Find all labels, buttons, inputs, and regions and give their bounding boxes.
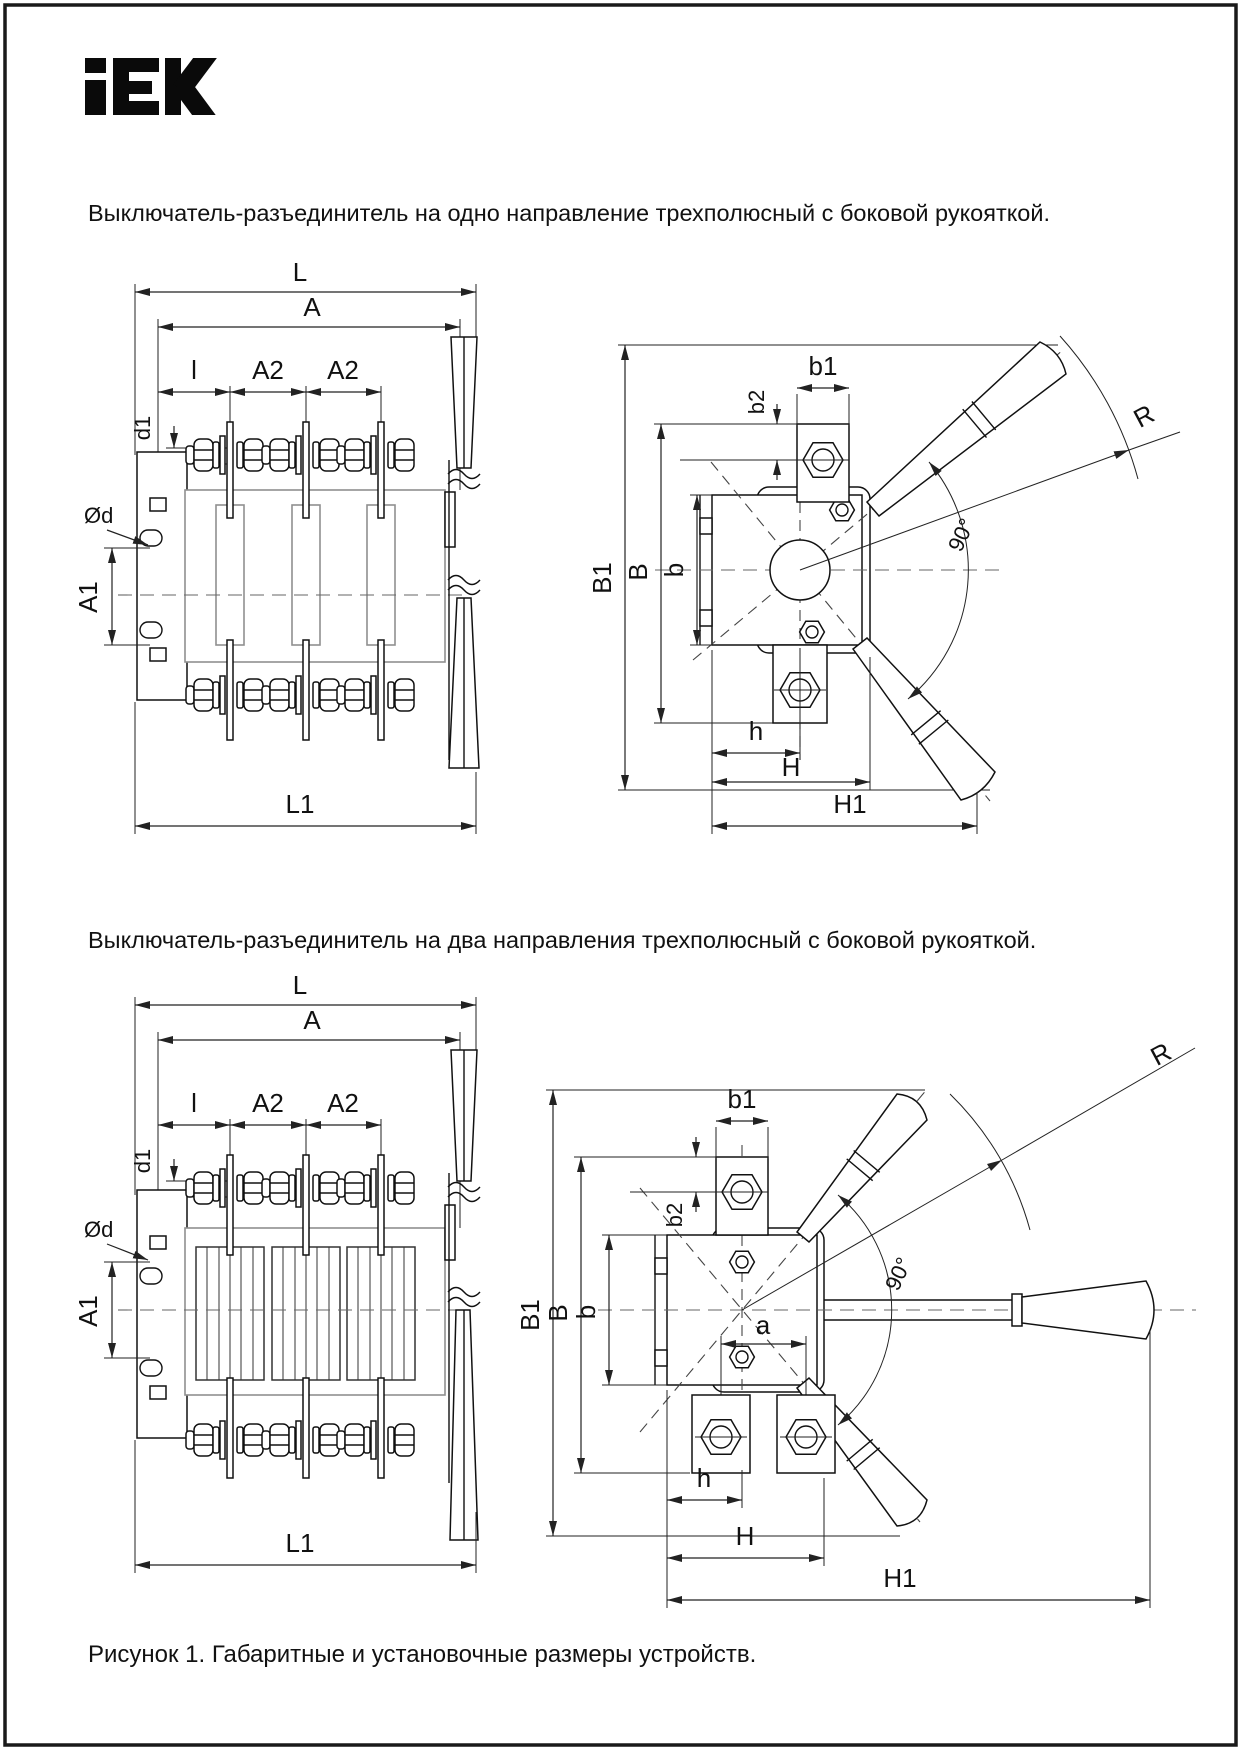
dim-label-L: L [292, 970, 308, 1000]
dim-label-H: H [781, 752, 801, 782]
dim-label-R: R [1128, 398, 1160, 434]
dim-label-b1: b1 [808, 351, 838, 381]
dim-label-A2-1: A2 [252, 355, 284, 385]
dim-label-b1: b1 [727, 1084, 757, 1114]
figure-caption: Рисунок 1. Габаритные и установочные размеры устройств. [88, 1641, 757, 1668]
mounting-bracket [137, 452, 187, 700]
dim-label-A: A [303, 292, 321, 322]
dim-label-B1: B1 [515, 1299, 545, 1331]
handle-up [867, 342, 1066, 516]
angle-label-90: 90° [879, 1253, 917, 1295]
dim-label-d1: d1 [130, 1148, 155, 1174]
dim-label-b2: b2 [662, 1202, 687, 1228]
dim-label-R: R [1145, 1036, 1177, 1072]
dim-label-H1: H1 [883, 1563, 917, 1593]
handle-blade-profile [445, 1050, 480, 1540]
top-terminal [797, 424, 849, 502]
drawing2-front-view [73, 970, 480, 1573]
mounting-bracket [137, 1190, 187, 1438]
dim-label-b2: b2 [744, 389, 769, 415]
top-terminal [716, 1157, 768, 1235]
dim-label-A2-1: A2 [252, 1088, 284, 1118]
iek-logo [0, 0, 214, 126]
bottom-terminal-left [692, 1395, 750, 1473]
dim-label-L1: L1 [285, 789, 315, 819]
dim-label-H1: H1 [833, 789, 867, 819]
dim-label-Od: Ød [84, 1217, 114, 1242]
switch-body [185, 490, 445, 662]
dim-label-b: b [571, 1304, 601, 1320]
page-border [5, 5, 1236, 1745]
dim-label-L: L [292, 257, 308, 287]
handle-blade-profile [445, 337, 480, 768]
drawing1-front-view [73, 257, 480, 834]
section1-title: Выключатель-разъединитель на одно направление трехполюсный с боковой рукояткой. [88, 200, 1050, 226]
drawing1-side-view [587, 336, 1180, 834]
dim-label-Od: Ød [84, 503, 114, 528]
dim-label-A: A [303, 1005, 321, 1035]
dim-label-d1: d1 [130, 415, 155, 441]
dim-label-B1: B1 [587, 562, 617, 594]
dim-label-a: a [755, 1310, 771, 1340]
dim-label-l: l [191, 1088, 197, 1118]
handle-down [853, 638, 995, 800]
dim-label-h: h [696, 1463, 712, 1493]
dim-label-b: b [659, 562, 689, 578]
dim-label-h: h [748, 716, 764, 746]
bottom-terminal-right [777, 1395, 835, 1473]
dim-label-A1: A1 [73, 1295, 103, 1327]
dim-label-A2-2: A2 [327, 355, 359, 385]
drawing2-side-view [515, 1036, 1196, 1608]
dim-label-B: B [623, 563, 653, 581]
dim-label-H: H [735, 1521, 755, 1551]
switch-body [185, 1228, 445, 1395]
section2-title: Выключатель-разъединитель на два направления трехполюсный с боковой рукояткой. [88, 927, 1037, 953]
dim-label-A2-2: A2 [327, 1088, 359, 1118]
dim-label-A1: A1 [73, 581, 103, 613]
dim-label-B: B [543, 1304, 573, 1322]
dim-label-l: l [191, 355, 197, 385]
dim-label-L1: L1 [285, 1528, 315, 1558]
angle-label-90: 90° [942, 514, 980, 556]
